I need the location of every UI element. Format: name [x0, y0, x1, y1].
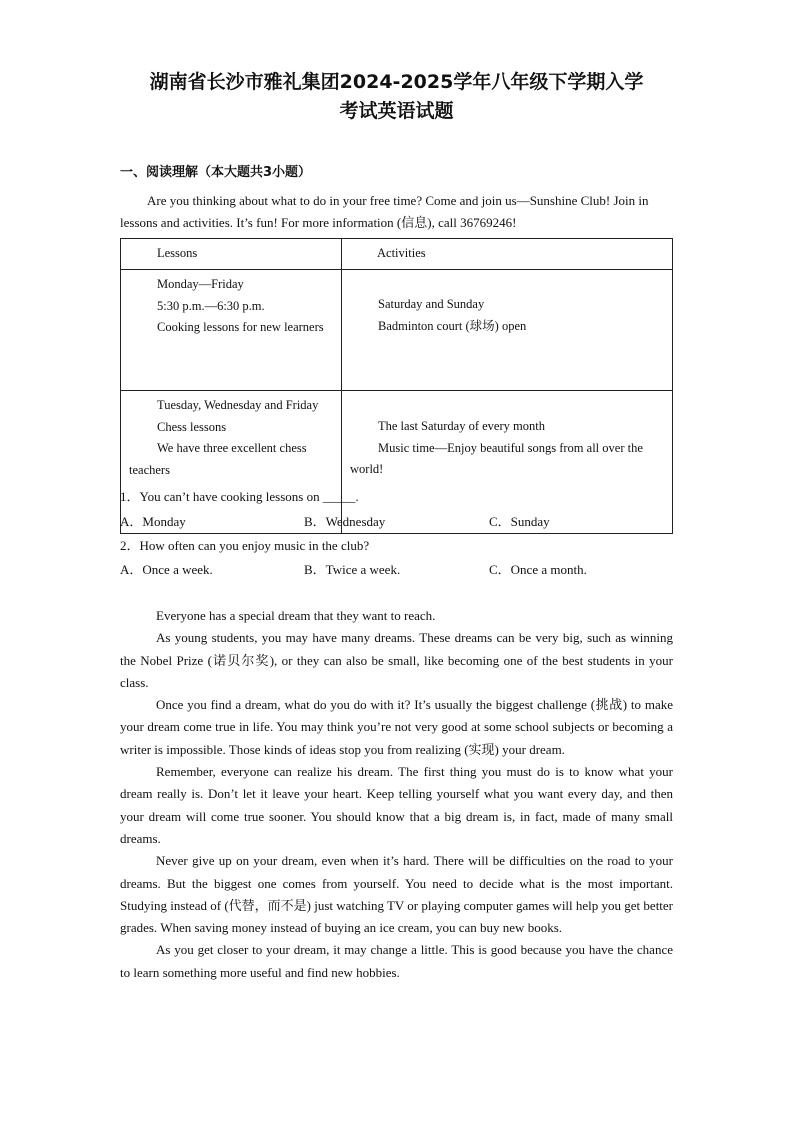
page-title-line-1: 湖南省长沙市雅礼集团2024-2025学年八年级下学期入学: [149, 71, 644, 93]
table-cell-line: Cooking lessons for new learners: [157, 320, 324, 334]
question-1-option-c[interactable]: C．Sunday: [489, 514, 550, 529]
table-cell-line: Saturday and Sunday: [378, 297, 485, 311]
table-header-activities: [342, 239, 673, 270]
table-row: [121, 270, 673, 391]
table-cell-line: Music time—Enjoy beautiful songs from all over the world!: [350, 440, 643, 476]
passage-paragraph: Once you find a dream, what do you do with it? It’s usually the biggest challenge (挑战) to make your dream come true in life. You may think you’re not very good at some school subjects or becoming a writer is impossible. Those kinds of ideas stop you from realizing (实现) your dream.: [120, 697, 673, 757]
question-1-option-b[interactable]: B．Wednesday: [304, 514, 386, 529]
passage-paragraph: Everyone has a special dream that they want to reach.: [156, 608, 436, 623]
question-2-option-a[interactable]: A．Once a week.: [120, 562, 213, 577]
question-2-option-b[interactable]: B．Twice a week.: [304, 562, 401, 577]
table-cell-line: 5:30 p.m.—6:30 p.m.: [157, 298, 265, 313]
question-2-option-c[interactable]: C．Once a month.: [489, 562, 587, 577]
table-cell-line: Badminton court (球场) open: [378, 318, 527, 333]
passage-paragraph: Never give up on your dream, even when it’s hard. There will be difficulties on the road to your dreams. But the biggest one comes from yourself. You need to decide what is the most important. Studying instead of (代替，而不是) just watching TV or playing computer games will help you get better grades. When saving money instead of buying an ice cream, you can buy new books.: [120, 853, 674, 936]
club-intro-paragraph: Are you thinking about what to do in your free time? Come and join us—Sunshine Club! Join in lessons and activities. It’s fun! For more information (信息), call 36769246!: [120, 193, 649, 230]
table-cell-line: Tuesday, Wednesday and Friday: [157, 398, 319, 412]
table-cell-line: The last Saturday of every month: [378, 419, 545, 433]
question-2-stem: 2．How often can you enjoy music in the club?: [120, 538, 370, 553]
table-header-activities-label: Activities: [377, 246, 426, 261]
question-1-stem: 1．You can’t have cooking lessons on _____.: [120, 489, 359, 504]
table-header-lessons: Lessons: [121, 239, 342, 270]
page-title-line-2: 考试英语试题: [339, 100, 454, 122]
table-cell-line: We have three excellent chess teachers: [129, 441, 307, 477]
section-heading: 一、阅读理解（本大题共3小题）: [120, 165, 312, 180]
table-cell-line: Monday—Friday: [157, 277, 244, 291]
passage-paragraph: Remember, everyone can realize his dream. The first thing you must do is to know what your dream really is. Don’t let it leave your heart. Keep telling yourself what you want every day, and then your dream will come true sooner. You should know that a big dream is, in fact, made of many small dreams.: [120, 764, 673, 846]
table-cell-lessons-1: [121, 270, 342, 391]
reading-passage: [120, 605, 673, 984]
table-row: [121, 391, 673, 534]
table-header-row: [121, 239, 673, 270]
passage-paragraph: As you get closer to your dream, it may change a little. This is good because you have the chance to learn something more useful and find new hobbies.: [120, 942, 673, 980]
table-cell-line: Chess lessons: [157, 419, 227, 434]
question-1-option-a[interactable]: A．Monday: [120, 514, 186, 529]
passage-paragraph: As young students, you may have many dreams. These dreams can be very big, such as winning the Nobel Prize (诺贝尔奖), or they can also be small, like becoming one of the best students in your class.: [120, 630, 673, 690]
table-cell-activities-1: [342, 270, 673, 391]
